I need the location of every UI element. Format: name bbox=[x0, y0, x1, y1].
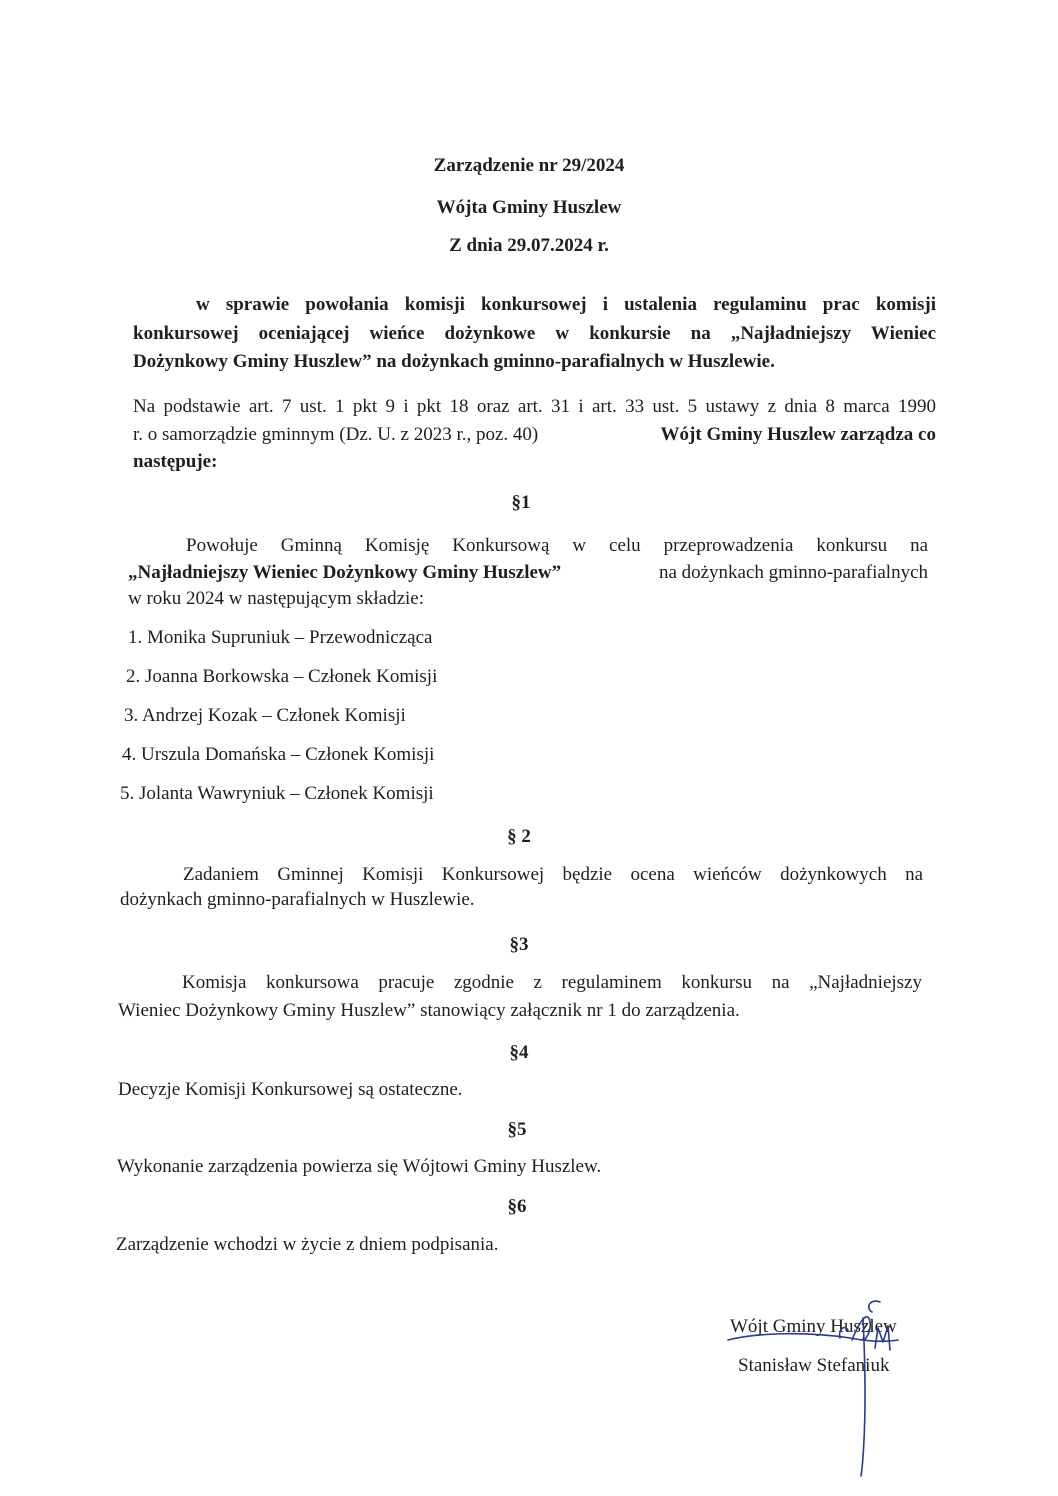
handwritten-signature-icon bbox=[720, 1280, 930, 1480]
basis-line-3: następuje: bbox=[133, 451, 218, 472]
section-1-line-1: Powołuje Gminną Komisję Konkursową w celu przeprowadzenia konkursu na bbox=[186, 535, 928, 556]
subject-line-2: konkursowej oceniającej wieńce dożynkowe w konkursie na „Najładniejszy Wieniec bbox=[133, 323, 936, 344]
signature-name: Stanisław Stefaniuk bbox=[738, 1355, 890, 1376]
section-1-competition-name: „Najładniejszy Wieniec Dożynkowy Gminy Huszlew” bbox=[128, 562, 562, 583]
list-item: 2. Joanna Borkowska – Członek Komisji bbox=[126, 666, 438, 687]
list-item: 5. Jolanta Wawryniuk – Członek Komisji bbox=[120, 783, 434, 804]
list-item: 3. Andrzej Kozak – Członek Komisji bbox=[124, 705, 406, 726]
subject-line-3: Dożynkowy Gminy Huszlew” na dożynkach gminno-parafialnych w Huszlewie. bbox=[133, 351, 775, 372]
section-6-text: Zarządzenie wchodzi w życie z dniem podpisania. bbox=[116, 1234, 499, 1255]
subject-line-1: w sprawie powołania komisji konkursowej i ustalenia regulaminu prac komisji bbox=[196, 294, 936, 315]
section-1-heading: §1 bbox=[511, 492, 531, 513]
section-3-line-1: Komisja konkursowa pracuje zgodnie z regulaminem konkursu na „Najładniejszy bbox=[182, 972, 922, 993]
section-6-heading: §6 bbox=[507, 1196, 527, 1217]
list-item: 1. Monika Supruniuk – Przewodnicząca bbox=[128, 627, 433, 648]
section-1-line-2 bbox=[128, 562, 928, 584]
section-4-text: Decyzje Komisji Konkursowej są ostateczne. bbox=[118, 1079, 463, 1100]
signature-title: Wójt Gminy Huszlew bbox=[730, 1316, 897, 1337]
section-5-heading: §5 bbox=[507, 1119, 527, 1140]
section-2-heading: § 2 bbox=[507, 826, 531, 847]
basis-line-2-bold: Wójt Gminy Huszlew zarządza co bbox=[660, 424, 936, 445]
section-1-line-3: w roku 2024 w następującym składzie: bbox=[128, 588, 425, 609]
list-item: 4. Urszula Domańska – Członek Komisji bbox=[122, 744, 435, 765]
section-3-line-2: Wieniec Dożynkowy Gminy Huszlew” stanowiący załącznik nr 1 do zarządzenia. bbox=[118, 1000, 740, 1021]
document-date: Z dnia 29.07.2024 r. bbox=[449, 235, 609, 256]
document-issuer: Wójta Gminy Huszlew bbox=[436, 197, 622, 218]
section-4-heading: §4 bbox=[509, 1042, 529, 1063]
section-3-heading: §3 bbox=[509, 934, 529, 955]
section-1-line-2-plain: na dożynkach gminno-parafialnych bbox=[658, 562, 928, 583]
section-2-line-1: Zadaniem Gminnej Komisji Konkursowej będzie ocena wieńców dożynkowych na bbox=[183, 864, 923, 885]
section-2-line-2: dożynkach gminno-parafialnych w Huszlewie. bbox=[120, 889, 475, 910]
basis-line-2-plain: r. o samorządzie gminnym (Dz. U. z 2023 r., poz. 40) bbox=[133, 424, 539, 445]
basis-line-2 bbox=[133, 424, 936, 446]
basis-line-1: Na podstawie art. 7 ust. 1 pkt 9 i pkt 18 oraz art. 31 i art. 33 ust. 5 ustawy z dnia 8 marca 1990 bbox=[133, 396, 936, 417]
section-5-text: Wykonanie zarządzenia powierza się Wójtowi Gminy Huszlew. bbox=[117, 1156, 602, 1177]
document-title: Zarządzenie nr 29/2024 bbox=[433, 155, 625, 176]
